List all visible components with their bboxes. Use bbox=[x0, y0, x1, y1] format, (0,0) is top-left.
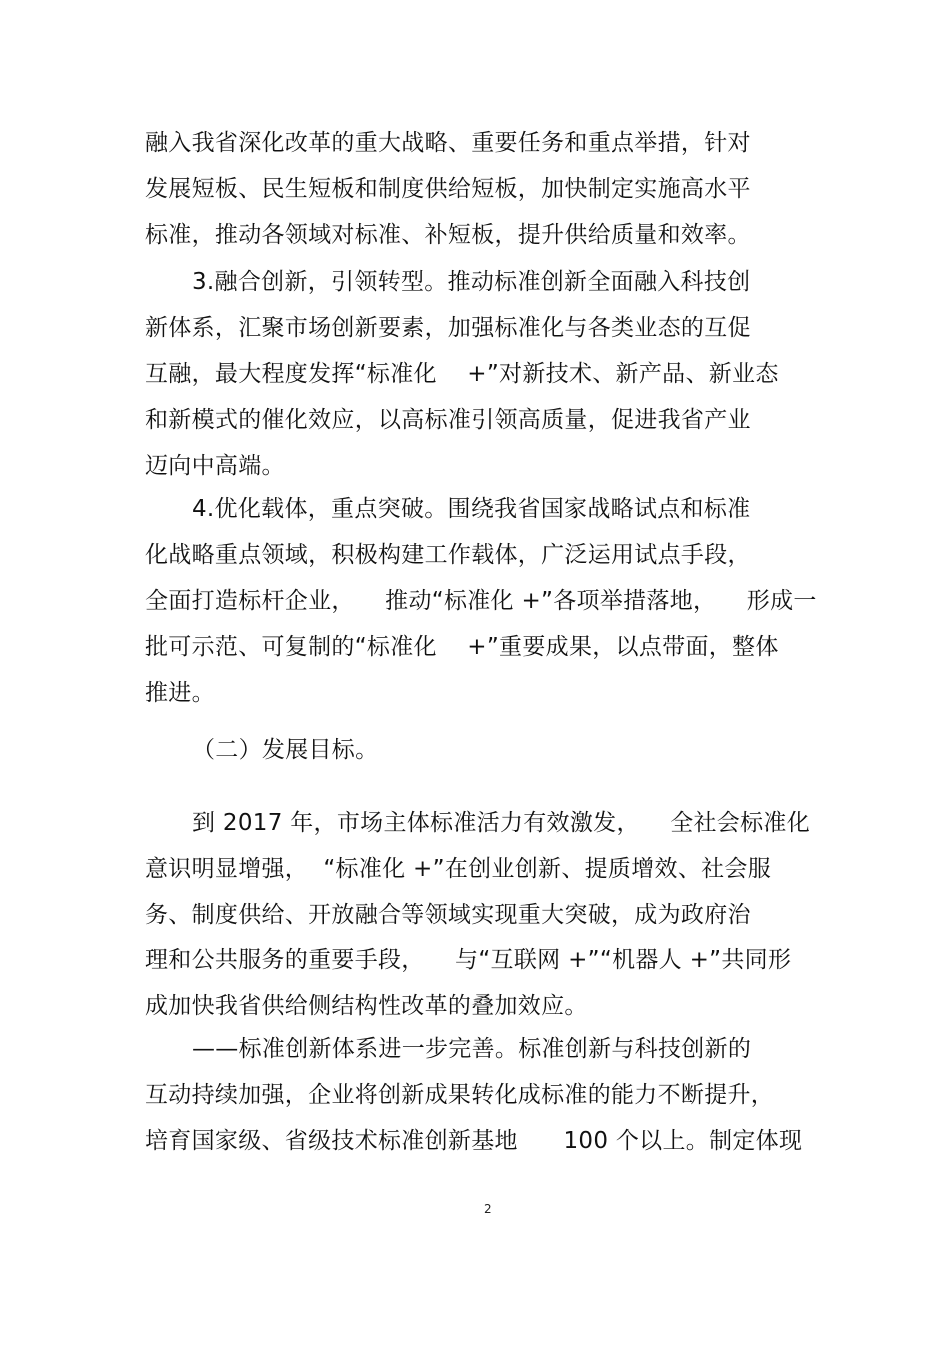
text-line: 迈向中高端。 bbox=[145, 453, 285, 479]
text-line: 3.融合创新，引领转型。推动标准创新全面融入科技创 bbox=[192, 269, 751, 295]
text-line: 到 2017 年，市场主体标准活力有效激发， 全社会标准化 bbox=[192, 810, 810, 836]
text-line: 化战略重点领域，积极构建工作载体，广泛运用试点手段， bbox=[145, 542, 751, 568]
text-line: ——标准创新体系进一步完善。标准创新与科技创新的 bbox=[192, 1036, 752, 1062]
text-line: 务、制度供给、开放融合等领域实现重大突破，成为政府治 bbox=[145, 902, 751, 928]
text-line: 和新模式的催化效应，以高标准引领高质量，促进我省产业 bbox=[145, 407, 751, 433]
text-line: 意识明显增强， “标准化 +”在创业创新、提质增效、社会服 bbox=[145, 856, 772, 882]
text-line: 全面打造标杆企业， 推动“标准化 +”各项举措落地， 形成一 bbox=[145, 588, 817, 614]
text-line: 融入我省深化改革的重大战略、重要任务和重点举措，针对 bbox=[145, 130, 751, 156]
text-line: 推进。 bbox=[145, 680, 215, 706]
text-line: 发展短板、民生短板和制度供给短板，加快制定实施高水平 bbox=[145, 176, 751, 202]
text-line: 互动持续加强，企业将创新成果转化成标准的能力不断提升， bbox=[145, 1082, 775, 1108]
text-line: 批可示范、可复制的“标准化 +”重要成果，以点带面，整体 bbox=[145, 634, 779, 660]
text-line: 理和公共服务的重要手段， 与“互联网 +”“机器人 +”共同形 bbox=[145, 947, 792, 973]
text-line: 新体系，汇聚市场创新要素，加强标准化与各类业态的互促 bbox=[145, 315, 751, 341]
text-line: 互融，最大程度发挥“标准化 +”对新技术、新产品、新业态 bbox=[145, 361, 779, 387]
section-heading: （二）发展目标。 bbox=[192, 737, 379, 763]
page-number: 2 bbox=[484, 1202, 492, 1216]
text-line: 4.优化载体，重点突破。围绕我省国家战略试点和标准 bbox=[192, 496, 751, 522]
text-line: 标准，推动各领域对标准、补短板，提升供给质量和效率。 bbox=[145, 222, 751, 248]
text-line: 培育国家级、省级技术标准创新基地 100 个以上。制定体现 bbox=[145, 1128, 803, 1154]
text-line: 成加快我省供给侧结构性改革的叠加效应。 bbox=[145, 993, 588, 1019]
